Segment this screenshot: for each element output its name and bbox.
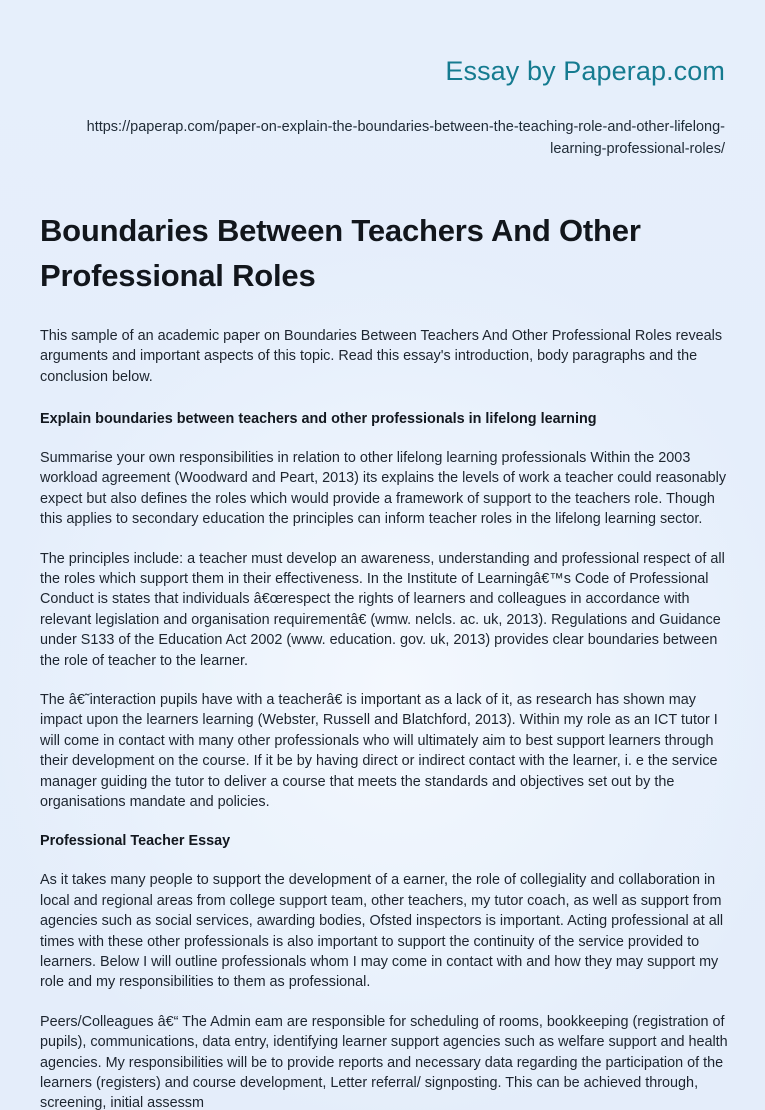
paragraph: As it takes many people to support the development of a earner, the role of collegiality and collaboration in local and regional areas from college support team, other teachers, my tutor coach, as well as support from agencies such as social services, awarding bodies, Ofsted inspectors is important. Acting professional at all times with these other professionals is also important to support the continuity of the service provided to learners. Below I will outline professionals whom I may come in contact with and how they may support my role and my responsibilities to them as professional.	[40, 872, 724, 991]
title-block	[0, 160, 765, 298]
lead-paragraph: This sample of an academic paper on Boundaries Between Teachers And Other Professional Roles reveals arguments and important aspects of this topic. Read this essay's introduction, body paragraphs and the conclusion below.	[40, 327, 723, 385]
source-url-text[interactable]: https://paperap.com/paper-on-explain-the-boundaries-between-the-teaching-role-and-other-lifelong-learning-professional-roles/	[86, 118, 725, 157]
section-heading-2: Professional Teacher Essay	[40, 833, 231, 850]
section-heading-1: Explain boundaries between teachers and other professionals in lifelong learning	[40, 410, 597, 427]
paragraph-truncated: Peers/Colleagues â€“ The Admin eam are responsible for scheduling of rooms, bookkeeping (registration of pupils), communications, data entry, identifying learner support agencies such as welfare support and health agencies. My responsibilities will be to provide reports and necessary data regarding the participation of the learners (registers) and course development, Letter referral/ signposting. This can be achieved through, screening, initial assessm	[40, 1013, 728, 1110]
brand-header	[0, 0, 765, 87]
paragraph: The principles include: a teacher must develop an awareness, understanding and professional respect of all the roles which support them in their effectiveness. In the Institute of Learningâ€™s Code of Professional Conduct is states that individuals â€œrespect the rights of learners and colleagues in accordance with relevant legislation and organisation requirementâ€ (wmw. nelcls. ac. uk, 2013). Regulations and Guidance under S133 of the Education Act 2002 (www. education. gov. uk, 2013) provides clear boundaries between the role of teacher to the learner.	[40, 550, 725, 669]
paragraph: Summarise your own responsibilities in relation to other lifelong learning professionals Within the 2003 workload agreement (Woodward and Peart, 2013) its explains the levels of work a teacher could reasonably expect but also defines the roles which would provide a framework of support to the teachers role. Though this applies to secondary education the principles can inform teacher roles in the lifelong learning sector.	[40, 449, 727, 528]
article-body	[0, 298, 765, 1110]
source-url-row	[0, 87, 765, 160]
page-title: Boundaries Between Teachers And Other Professional Roles	[40, 212, 641, 293]
site-brand-label: Essay by Paperap.com	[445, 56, 725, 86]
paragraph: The â€˜interaction pupils have with a teacherâ€ is important as a lack of it, as research has shown may impact upon the learners learning (Webster, Russell and Blatchford, 2013). Within my role as an ICT tutor I will come in contact with many other professionals who will ultimately aim to best support learners through their development on the course. If it be by having direct or indirect contact with the learner, i. e the service manager guiding the tutor to deliver a course that meets the standards and objectives set out by the organisations mandate and policies.	[40, 691, 718, 810]
